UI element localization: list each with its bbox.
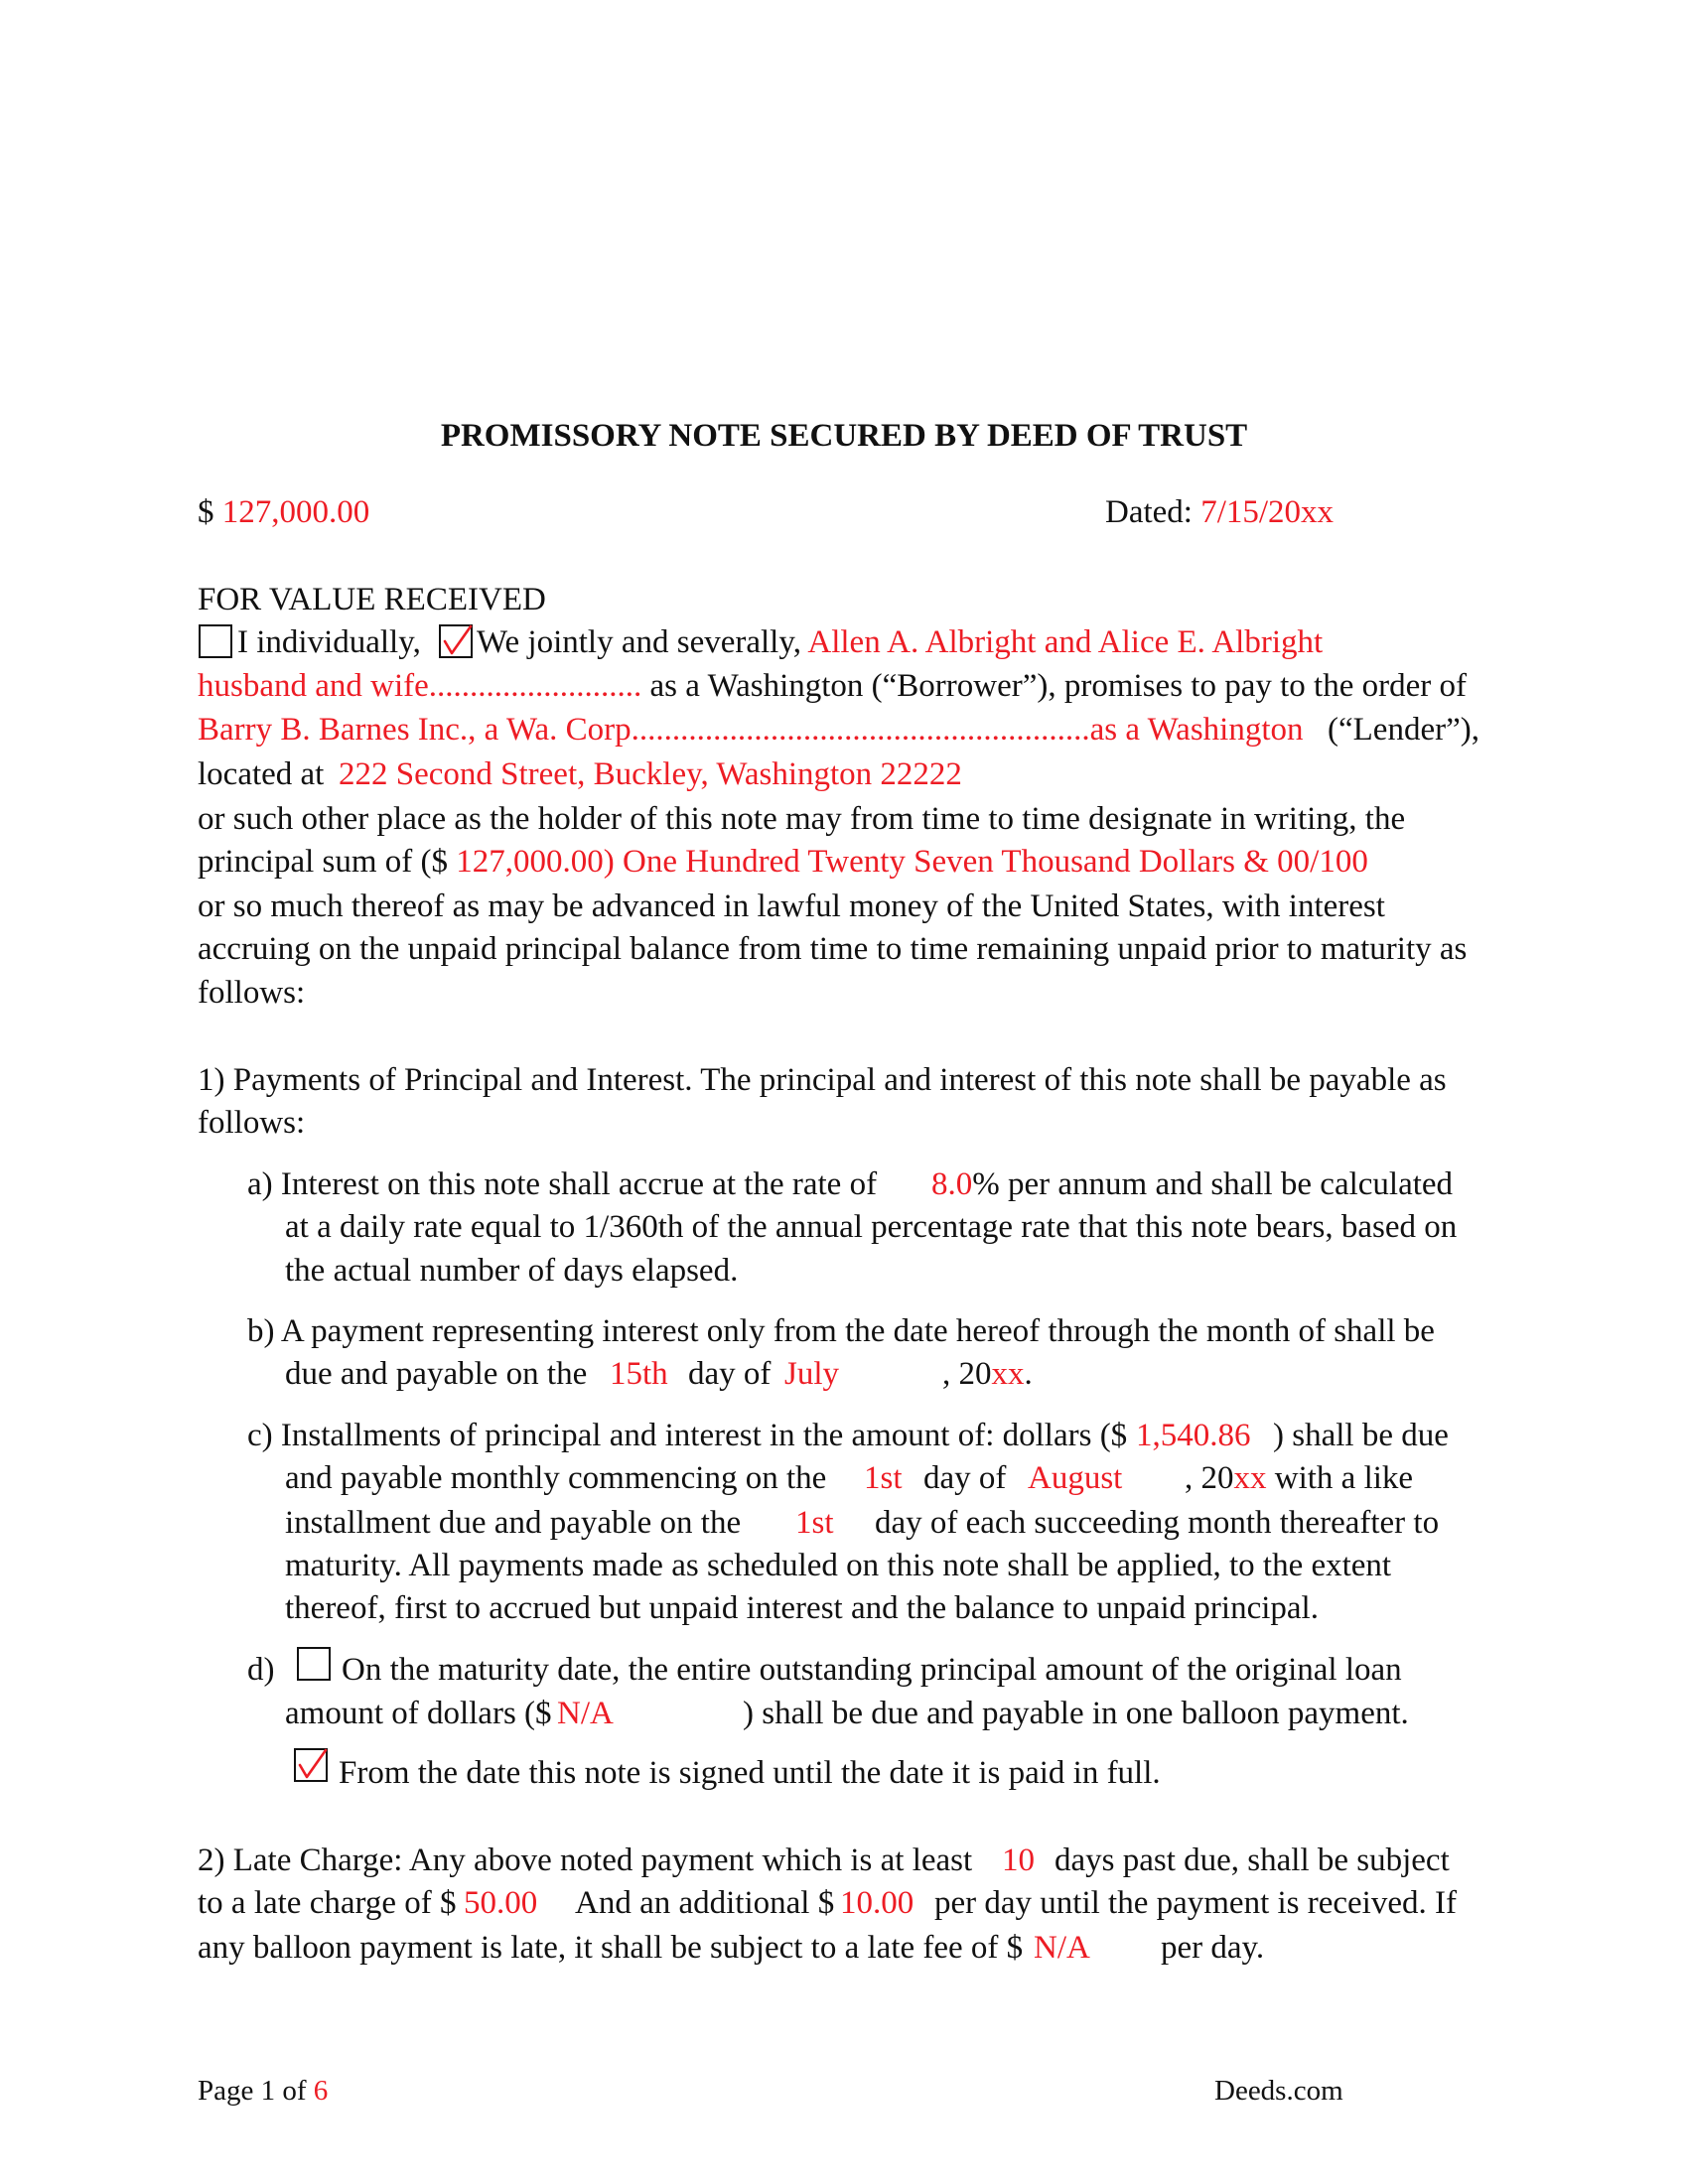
lender-row xyxy=(0,708,1688,751)
item-c-year-prefix: , 20 xyxy=(1185,1460,1234,1496)
principal-row xyxy=(0,840,1688,884)
note-amount xyxy=(198,490,369,534)
lender-line xyxy=(198,708,1304,751)
item-d-amount-text: amount of dollars ($ xyxy=(285,1696,552,1731)
section-1-follows: follows: xyxy=(198,1105,306,1141)
item-d-balloon-text: ) shall be due and payable in one balloon payment. xyxy=(743,1696,1409,1731)
section-1-heading: 1) Payments of Principal and Interest. The principal and interest of this note shall be payable as xyxy=(198,1062,1447,1098)
money-clause: or so much thereof as may be advanced in lawful money of the United States, with interest xyxy=(198,888,1385,924)
item-a-line-3: the actual number of days elapsed. xyxy=(285,1253,739,1289)
item-c-text: c) Installments of principal and interest in the amount of: dollars ($ xyxy=(247,1418,1128,1453)
balloon-late-fee: N/A xyxy=(1034,1930,1090,1966)
item-d-label: d) xyxy=(247,1652,275,1688)
item-b-line-1: b) A payment representing interest only from the date hereof through the month of shall be xyxy=(247,1313,1435,1349)
preamble-follows: follows: xyxy=(198,975,306,1011)
location-row xyxy=(0,752,1688,796)
start-year xyxy=(1185,1456,1413,1500)
amount-date-row xyxy=(0,490,1688,534)
interest-rate xyxy=(931,1162,1453,1206)
balloon-late-fee-text: any balloon payment is late, it shall be subject to a late fee of $ xyxy=(198,1930,1024,1966)
lender-address: 222 Second Street, Buckley, Washington 22222 xyxy=(339,756,962,792)
item-c-installment-text: installment due and payable on the xyxy=(285,1505,742,1541)
borrower-names: Allen A. Albright and Alice E. Albright xyxy=(807,624,1324,660)
item-b-text: due and payable on the xyxy=(285,1356,588,1392)
item-b-day-of: day of xyxy=(688,1356,772,1392)
item-b-year-suffix: xx xyxy=(991,1356,1025,1392)
lender-clause: (“Lender”), xyxy=(1328,712,1479,748)
for-value-received: FOR VALUE RECEIVED xyxy=(198,582,546,617)
grace-days: 10 xyxy=(1002,1843,1035,1878)
item-c-row-3 xyxy=(0,1501,1688,1545)
interest-rate-value: 8.0 xyxy=(931,1166,973,1202)
currency-symbol: $ xyxy=(198,494,214,530)
item-c-succeeding-text: day of each succeeding month thereafter to xyxy=(875,1505,1440,1541)
item-b-end: . xyxy=(1024,1356,1033,1392)
page-number xyxy=(198,2071,328,2111)
page-total: 6 xyxy=(313,2075,329,2107)
interest-only-month: July xyxy=(784,1356,840,1392)
red-checkmark-icon xyxy=(441,626,471,656)
note-date-value: 7/15/20xx xyxy=(1200,494,1335,530)
start-day: 1st xyxy=(864,1460,903,1496)
borrower-row xyxy=(0,664,1688,708)
interest-only-day: 15th xyxy=(610,1356,668,1392)
item-c-rest: ) shall be due xyxy=(1273,1418,1449,1453)
footer-brand: Deeds.com xyxy=(1214,2075,1343,2107)
item-c-line-4: maturity. All payments made as scheduled on this note shall be applied, to the extent xyxy=(285,1548,1392,1583)
item-d-row-3 xyxy=(0,1751,1688,1795)
item-a-line-2: at a daily rate equal to 1/360th of the annual percentage rate that this note bears, based on xyxy=(285,1209,1458,1245)
item-c-row-1 xyxy=(0,1414,1688,1457)
place-clause: or such other place as the holder of this note may from time to time designate in writing, the xyxy=(198,801,1406,837)
item-c-line-5: thereof, first to accrued but unpaid interest and the balance to unpaid principal. xyxy=(285,1590,1319,1626)
item-c-year-suffix: xx xyxy=(1233,1460,1267,1496)
interest-rate-rest: % per annum and shall be calculated xyxy=(972,1166,1454,1202)
item-d-row-1 xyxy=(0,1648,1688,1692)
note-amount-value: 127,000.00 xyxy=(221,494,370,530)
balloon-late-fee-per-day: per day. xyxy=(1161,1930,1265,1966)
checkbox-jointly xyxy=(439,624,473,658)
checkbox-full-term xyxy=(294,1748,328,1782)
late-charge-amount: 50.00 xyxy=(464,1885,538,1921)
item-d-text: On the maturity date, the entire outstanding principal amount of the original loan xyxy=(342,1652,1402,1688)
recurring-day: 1st xyxy=(795,1505,834,1541)
item-c-day-of: day of xyxy=(923,1460,1007,1496)
section-2-row-1 xyxy=(0,1839,1688,1882)
principal-line xyxy=(198,840,1368,884)
principal-amount: 127,000.00) xyxy=(456,844,615,880)
installment-amount: 1,540.86 xyxy=(1136,1418,1251,1453)
borrower-option-row xyxy=(0,620,1688,664)
full-term-text: From the date this note is signed until the date it is paid in full. xyxy=(339,1755,1161,1791)
section-2-row-3 xyxy=(0,1926,1688,1970)
late-charge-days-text: days past due, shall be subject xyxy=(1055,1843,1450,1878)
item-a-row-1 xyxy=(0,1162,1688,1206)
late-charge-text: to a late charge of $ xyxy=(198,1885,457,1921)
lender-name: Barry B. Barnes Inc., a Wa. Corp xyxy=(198,712,632,748)
borrower-line xyxy=(198,664,1467,708)
red-checkmark-icon xyxy=(296,1750,326,1780)
option-individually-label: I individually, xyxy=(237,624,421,660)
item-c-with-a-like: with a like xyxy=(1266,1460,1414,1496)
checkbox-individually xyxy=(199,624,232,658)
accrual-clause: accruing on the unpaid principal balance from time to time remaining unpaid prior to maturity as xyxy=(198,931,1468,967)
item-a-text: a) Interest on this note shall accrue at the rate of xyxy=(247,1166,878,1202)
document-title: PROMISSORY NOTE SECURED BY DEED OF TRUST xyxy=(440,418,1248,454)
borrower-leader-dots: .......................... xyxy=(428,668,642,704)
dated-label: Dated: xyxy=(1105,494,1193,530)
principal-label: principal sum of ($ xyxy=(198,844,449,880)
page-footer xyxy=(0,2071,1688,2111)
lender-entity: as a Washington xyxy=(1089,712,1304,748)
section-2-row-2 xyxy=(0,1881,1688,1925)
checkbox-balloon-payment xyxy=(297,1647,331,1681)
page-label: Page 1 of xyxy=(198,2075,307,2107)
borrower-description: husband and wife xyxy=(198,668,429,704)
late-charge-heading: 2) Late Charge: Any above noted payment which is at least xyxy=(198,1843,973,1878)
note-date xyxy=(1105,490,1334,534)
item-c-row-2 xyxy=(0,1456,1688,1500)
daily-charge-text: per day until the payment is received. If xyxy=(934,1885,1457,1921)
item-b-year-prefix: , 20 xyxy=(942,1356,992,1392)
location-label: located at xyxy=(198,756,325,792)
daily-charge-amount: 10.00 xyxy=(840,1885,914,1921)
principal-words: One Hundred Twenty Seven Thousand Dollars & 00/100 xyxy=(623,844,1368,880)
lender-leader-dots: ........................................................ xyxy=(631,712,1090,748)
borrower-clause: as a Washington (“Borrower”), promises to pay to the order of xyxy=(649,668,1467,704)
item-d-row-2 xyxy=(0,1692,1688,1735)
balloon-amount: N/A xyxy=(557,1696,614,1731)
additional-charge-text: And an additional $ xyxy=(575,1885,835,1921)
start-month: August xyxy=(1028,1460,1123,1496)
interest-only-year xyxy=(942,1352,1033,1396)
item-b-row-2 xyxy=(0,1352,1688,1396)
option-jointly-label: We jointly and severally, xyxy=(477,624,801,660)
option-jointly xyxy=(477,620,1323,664)
item-c-commencing-text: and payable monthly commencing on the xyxy=(285,1460,827,1496)
